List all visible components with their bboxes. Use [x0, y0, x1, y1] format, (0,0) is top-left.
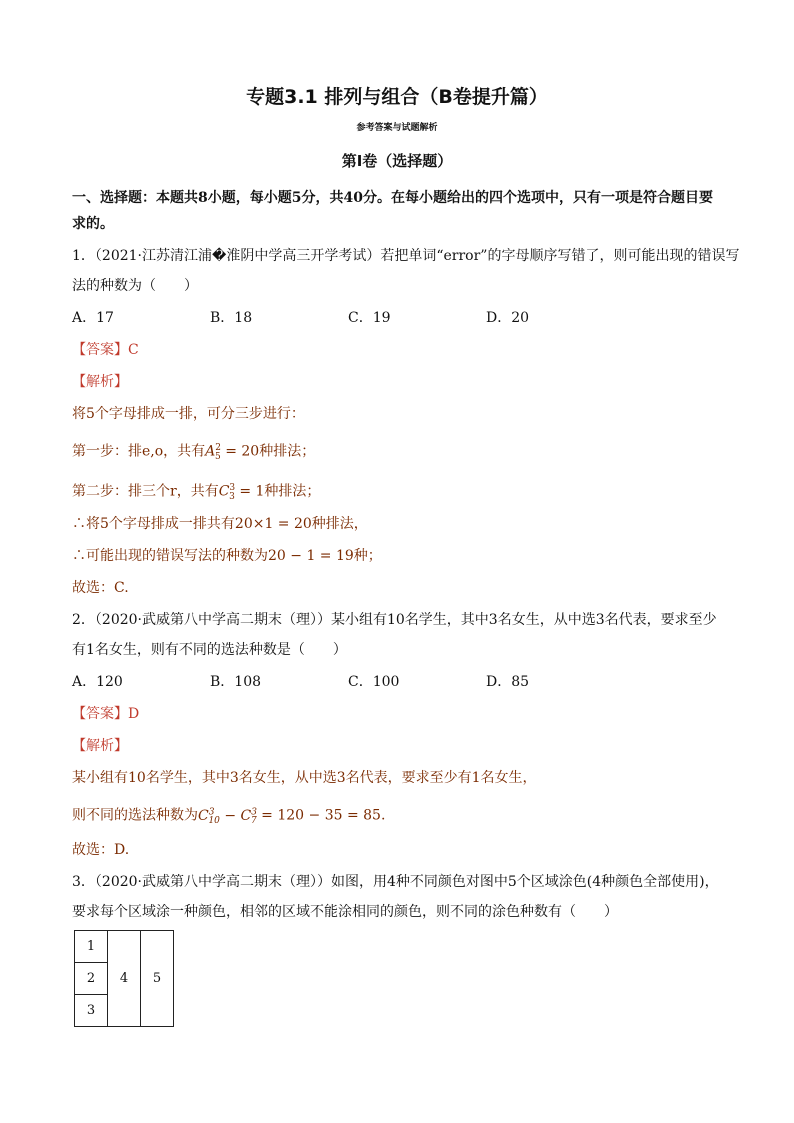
- page-subtitle: 参考答案与试题解析: [356, 123, 438, 133]
- q1-stem-line2: 法的种数为（ ）: [72, 278, 198, 294]
- q2-analysis-label: 【解析】: [72, 738, 128, 754]
- q1-stem-line1: 1．（2021·江苏清江浦�淮阴中学高三开学考试）若把单词“error”的字母顺序写错了，则可能出现的错误写: [72, 248, 740, 264]
- q1-answer: 【答案】C: [72, 342, 139, 358]
- q2-option-c: C．100: [348, 674, 400, 690]
- q1-sol2-symbol: A: [205, 443, 216, 460]
- q2-option-a: A．120: [72, 674, 123, 690]
- q2-stem-line2: 有1名女生，则有不同的选法种数是（ ）: [72, 642, 347, 658]
- q1-analysis-label: 【解析】: [72, 374, 128, 390]
- q3-region-2: 2: [75, 963, 108, 995]
- q2-solution-line1: 某小组有10名学生，其中3名女生，从中选3名代表，要求至少有1名女生，: [72, 770, 537, 786]
- q1-option-d: D．20: [486, 310, 530, 326]
- q3-region-3: 3: [75, 995, 108, 1027]
- q1-sol3-sup: 3: [229, 483, 236, 493]
- q1-solution-line4: ∴将5个字母排成一排共有20×1 = 20种排法，: [72, 516, 368, 532]
- q1-sol2-sub: 5: [215, 452, 221, 463]
- q3-region-4: 4: [108, 931, 141, 1027]
- q1-option-c: C．19: [348, 310, 391, 326]
- q2-stem-line1: 2．（2020·武威第八中学高二期末（理））某小组有10名学生，其中3名女生，从中选3名代表，要求至少: [72, 612, 717, 628]
- q1-sol3-result: = 1种排法；: [234, 483, 321, 500]
- q3-stem-line2: 要求每个区域涂一种颜色，相邻的区域不能涂相同的颜色，则不同的涂色种数有（ ）: [72, 904, 618, 920]
- q2-solution-line2: [72, 802, 385, 831]
- q2-sol2-text: 则不同的选法种数为: [72, 807, 198, 824]
- section-instructions-line2: 求的。: [72, 216, 114, 232]
- q3-region-1: 1: [75, 931, 108, 963]
- q1-sol2-result: = 20种排法；: [220, 443, 316, 460]
- q3-region-5: 5: [141, 931, 174, 1027]
- q1-solution-line6: 故选：C.: [72, 580, 129, 596]
- q1-option-a: A．17: [72, 310, 114, 326]
- q1-solution-line1: 将5个字母排成一排，可分三步进行：: [72, 406, 305, 422]
- page-title: 专题3.1 排列与组合（B卷提升篇）: [246, 86, 548, 108]
- q2-option-d: D．85: [486, 674, 530, 690]
- q1-solution-line5: ∴可能出现的错误写法的种数为20 − 1 = 19种；: [72, 548, 382, 564]
- q2-solution-line3: 故选：D.: [72, 842, 130, 858]
- q1-solution-line3: [72, 478, 320, 507]
- q3-stem-line1: 3．（2020·武威第八中学高二期末（理））如图，用4种不同颜色对图中5个区域涂色(4种颜色全部使用)，: [72, 874, 719, 890]
- q1-sol3-sub: 3: [229, 492, 235, 503]
- q1-sol2-text: 第一步：排e,o，共有: [72, 443, 206, 460]
- q1-option-b: B．18: [210, 310, 253, 326]
- q2-sol2-c-symbol: $C^3_{10} - C^3_7$: [198, 807, 257, 827]
- q2-answer: 【答案】D: [72, 706, 140, 722]
- q1-sol2-sup: 2: [215, 443, 222, 453]
- q2-option-b: B．108: [210, 674, 262, 690]
- q1-solution-line2: [72, 438, 315, 467]
- q1-sol3-symbol: C: [218, 483, 230, 500]
- q3-region-diagram: [74, 930, 174, 1027]
- section-instructions-line1: 一、选择题：本题共8小题，每小题5分，共40分。在每小题给出的四个选项中，只有一项是符合题目要: [72, 190, 713, 206]
- part-heading: 第Ⅰ卷（选择题）: [341, 152, 453, 170]
- q1-sol3-text: 第二步：排三个r，共有: [72, 483, 219, 500]
- q2-sol2-result: = 120 − 35 = 85.: [256, 807, 386, 824]
